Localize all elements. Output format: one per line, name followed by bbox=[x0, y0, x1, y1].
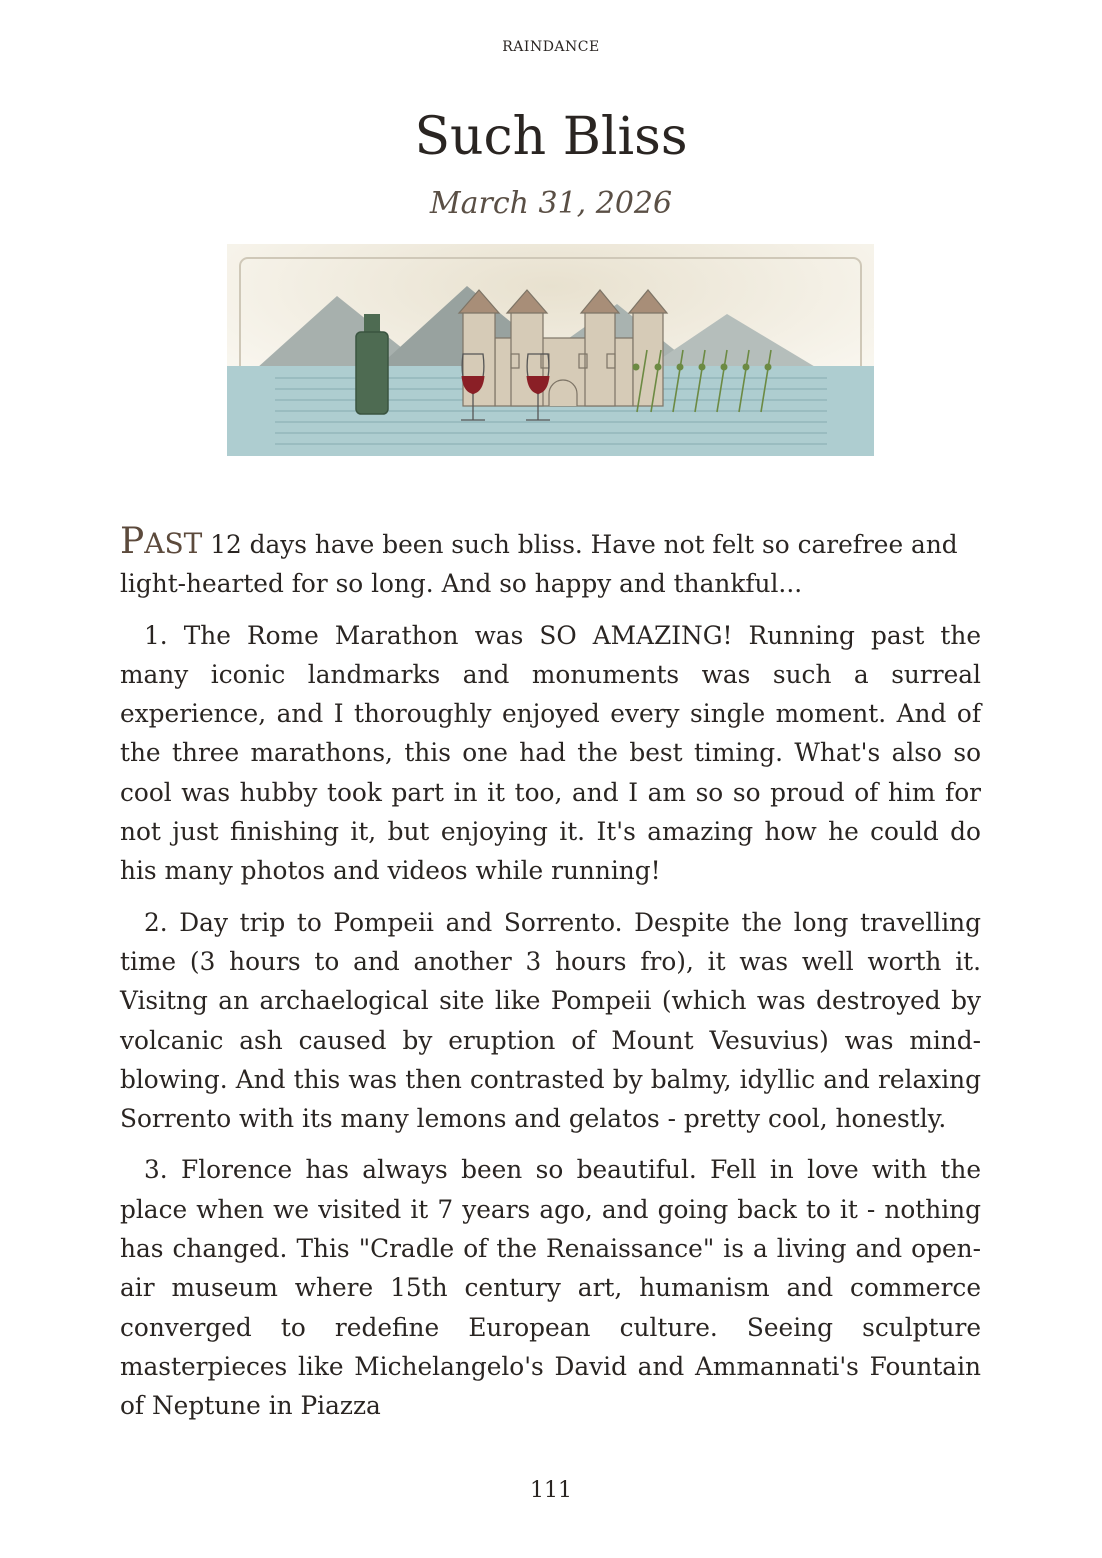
opening-paragraph bbox=[120, 522, 981, 604]
drop-cap: P bbox=[120, 521, 145, 562]
opening-text: 12 days have been such bliss. Have not felt so carefree and light-hearted for so long. And so happy and thankful... bbox=[120, 530, 958, 599]
chapter-illustration bbox=[227, 244, 874, 456]
chapter-title: Such Bliss bbox=[414, 107, 688, 167]
page-number: 111 bbox=[530, 1478, 572, 1503]
body-text bbox=[120, 522, 981, 1438]
opening-small-caps: AST bbox=[144, 527, 203, 560]
paragraph-2: 2. Day trip to Pompeii and Sorrento. Despite the long travelling time (3 hours to and another 3 hours fro), it was well worth it. Visitng an archaelogical site like Pompeii (which was destroyed by volcanic ash caused by eruption of Mount Vesuvius) was mind-blowing. And this was then contrasted by balmy, idyllic and relaxing Sorrento with its many lemons and gelatos - pretty cool, honestly. bbox=[120, 907, 981, 1134]
paragraph-3: 3. Florence has always been so beautiful. Fell in love with the place when we visited it 7 years ago, and going back to it - nothing has changed. This "Cradle of the Renaissance" is a living and open-air museum where 15th century art, humanism and commerce converged to redefine European culture. Seeing sculpture masterpieces like Michelangelo's David and Ammannati's Fountain of Neptune in Piazza bbox=[120, 1155, 981, 1421]
paragraph-1: 1. The Rome Marathon was SO AMAZING! Running past the many iconic landmarks and monuments was such a surreal experience, and I thoroughly enjoyed every single moment. And of the three marathons, this one had the best timing. What's also so cool was hubby took part in it too, and I am so so proud of him for not just finishing it, but enjoying it. It's amazing how he could do his many photos and videos while running! bbox=[120, 620, 981, 886]
entry-date: March 31, 2026 bbox=[429, 186, 673, 221]
running-head: RAINDANCE bbox=[502, 39, 600, 55]
